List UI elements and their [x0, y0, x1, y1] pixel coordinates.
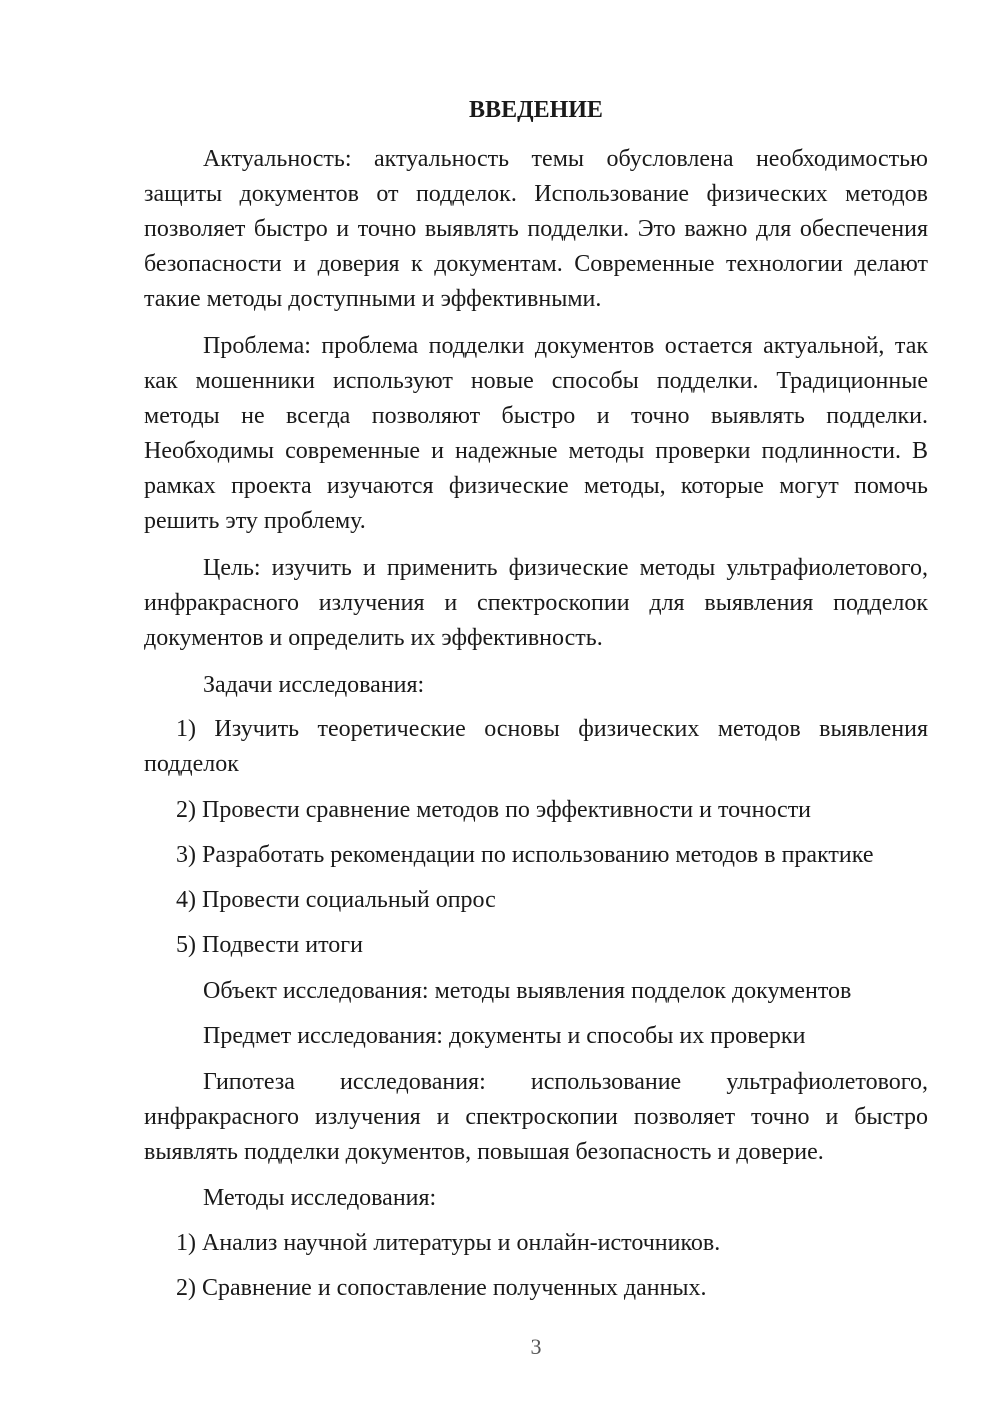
hypothesis-paragraph: Гипотеза исследования: использование ультрафиолетового, инфракрасного излучения и спектроскопии позволяет точно и быстро выявлять подделки документов, повышая безопасность и доверие.	[144, 1069, 928, 1165]
task-item-2: 2) Провести сравнение методов по эффективности и точности	[176, 797, 812, 823]
tasks-title: Задачи исследования:	[203, 672, 425, 698]
problem-paragraph: Проблема: проблема подделки документов остается актуальной, так как мошенники используют новые способы подделки. Традиционные методы не всегда позволяют быстро и точно выявлять подделки. Необходимы современные и надежные методы проверки подлинности. В рамках проекта изучаются физические методы, которые могут помочь решить эту проблему.	[144, 333, 928, 534]
document-page	[144, 0, 928, 1414]
page-number: 3	[530, 1334, 542, 1359]
task-item-3: 3) Разработать рекомендации по использованию методов в практике	[176, 842, 874, 868]
page-title: ВВЕДЕНИЕ	[469, 97, 603, 123]
goal-paragraph: Цель: изучить и применить физические методы ультрафиолетового, инфракрасного излучения и спектроскопии для выявления подделок документов и определить их эффективность.	[144, 555, 928, 651]
object-paragraph: Объект исследования: методы выявления подделок документов	[203, 978, 852, 1004]
task-item-5: 5) Подвести итоги	[176, 932, 363, 958]
method-item-2: 2) Сравнение и сопоставление полученных данных.	[176, 1275, 707, 1301]
task-item-1: 1) Изучить теоретические основы физических методов выявления подделок	[144, 716, 928, 777]
method-item-1: 1) Анализ научной литературы и онлайн-источников.	[176, 1230, 721, 1256]
methods-title: Методы исследования:	[203, 1185, 437, 1211]
actuality-paragraph: Актуальность: актуальность темы обусловлена необходимостью защиты документов от подделок. Использование физических методов позволяет быстро и точно выявлять подделки. Это важно для обеспечения безопасности и доверия к документам. Современные технологии делают такие методы доступными и эффективными.	[144, 146, 928, 312]
subject-paragraph: Предмет исследования: документы и способы их проверки	[203, 1023, 806, 1049]
task-item-4: 4) Провести социальный опрос	[176, 887, 496, 913]
